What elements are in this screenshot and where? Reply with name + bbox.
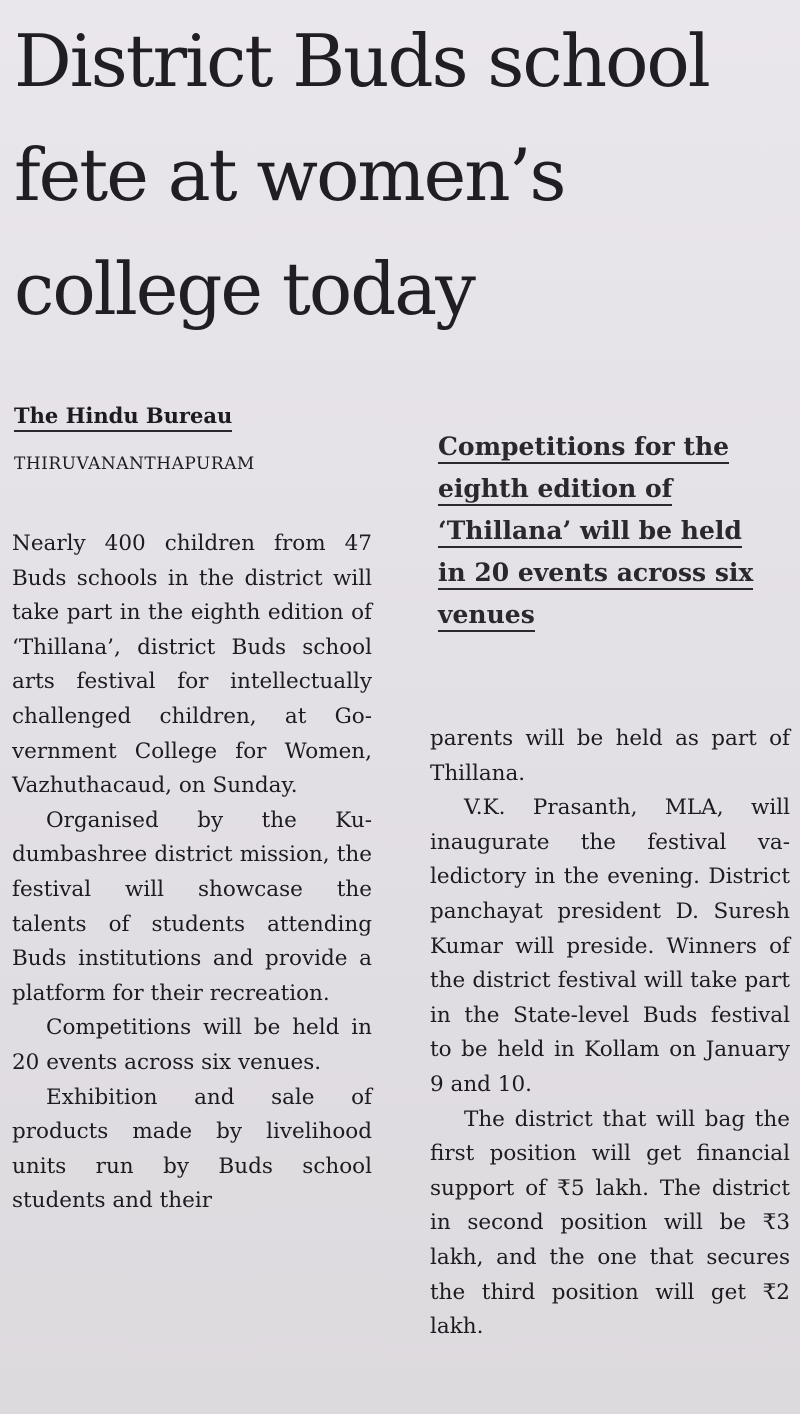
paragraph: Nearly 400 children from 47 Buds schools in the district will take part in the eighth edition of ‘Thillana’, district Buds school arts festival for intellectually challenged children, at Government College for Women, Vazhuthacaud, on Sunday. xyxy=(12,531,372,799)
paragraph: Competitions will be held in 20 events across six venues. xyxy=(12,1015,372,1075)
pull-quote xyxy=(438,426,760,636)
dateline: THIRUVANANTHAPURAM xyxy=(14,454,255,474)
paragraph: Exhibition and sale of products made by livelihood units run by Buds school students and their xyxy=(12,1084,372,1214)
paragraph: The district that will bag the first position will get financial support of ₹5 lakh. The district in second position will be ₹3 lakh, and the one that secures the third position will get ₹2 lakh. xyxy=(430,1106,790,1340)
article-column-left xyxy=(12,527,372,1219)
pull-quote-text: Competitions for the eighth edition of ‘Thillana’ will be held in 20 events across six venues xyxy=(438,432,753,632)
paragraph: V.K. Prasanth, MLA, will inaugurate the festival valedictory in the evening. District panchayat president D. Suresh Kumar will preside. Winners of the district festival will take part in the State-level Buds festival to be held in Kollam on January 9 and 10. xyxy=(430,795,790,1097)
paragraph: parents will be held as part of Thillana. xyxy=(430,726,790,786)
headline: District Buds school fete at women’s college today xyxy=(14,19,709,331)
paragraph: Organised by the Kudumbashree district mission, the festival will showcase the talents of students attending Buds institutions and provide a platform for their recreation. xyxy=(12,807,372,1006)
article-column-right xyxy=(430,722,790,1345)
byline: The Hindu Bureau xyxy=(14,402,232,432)
